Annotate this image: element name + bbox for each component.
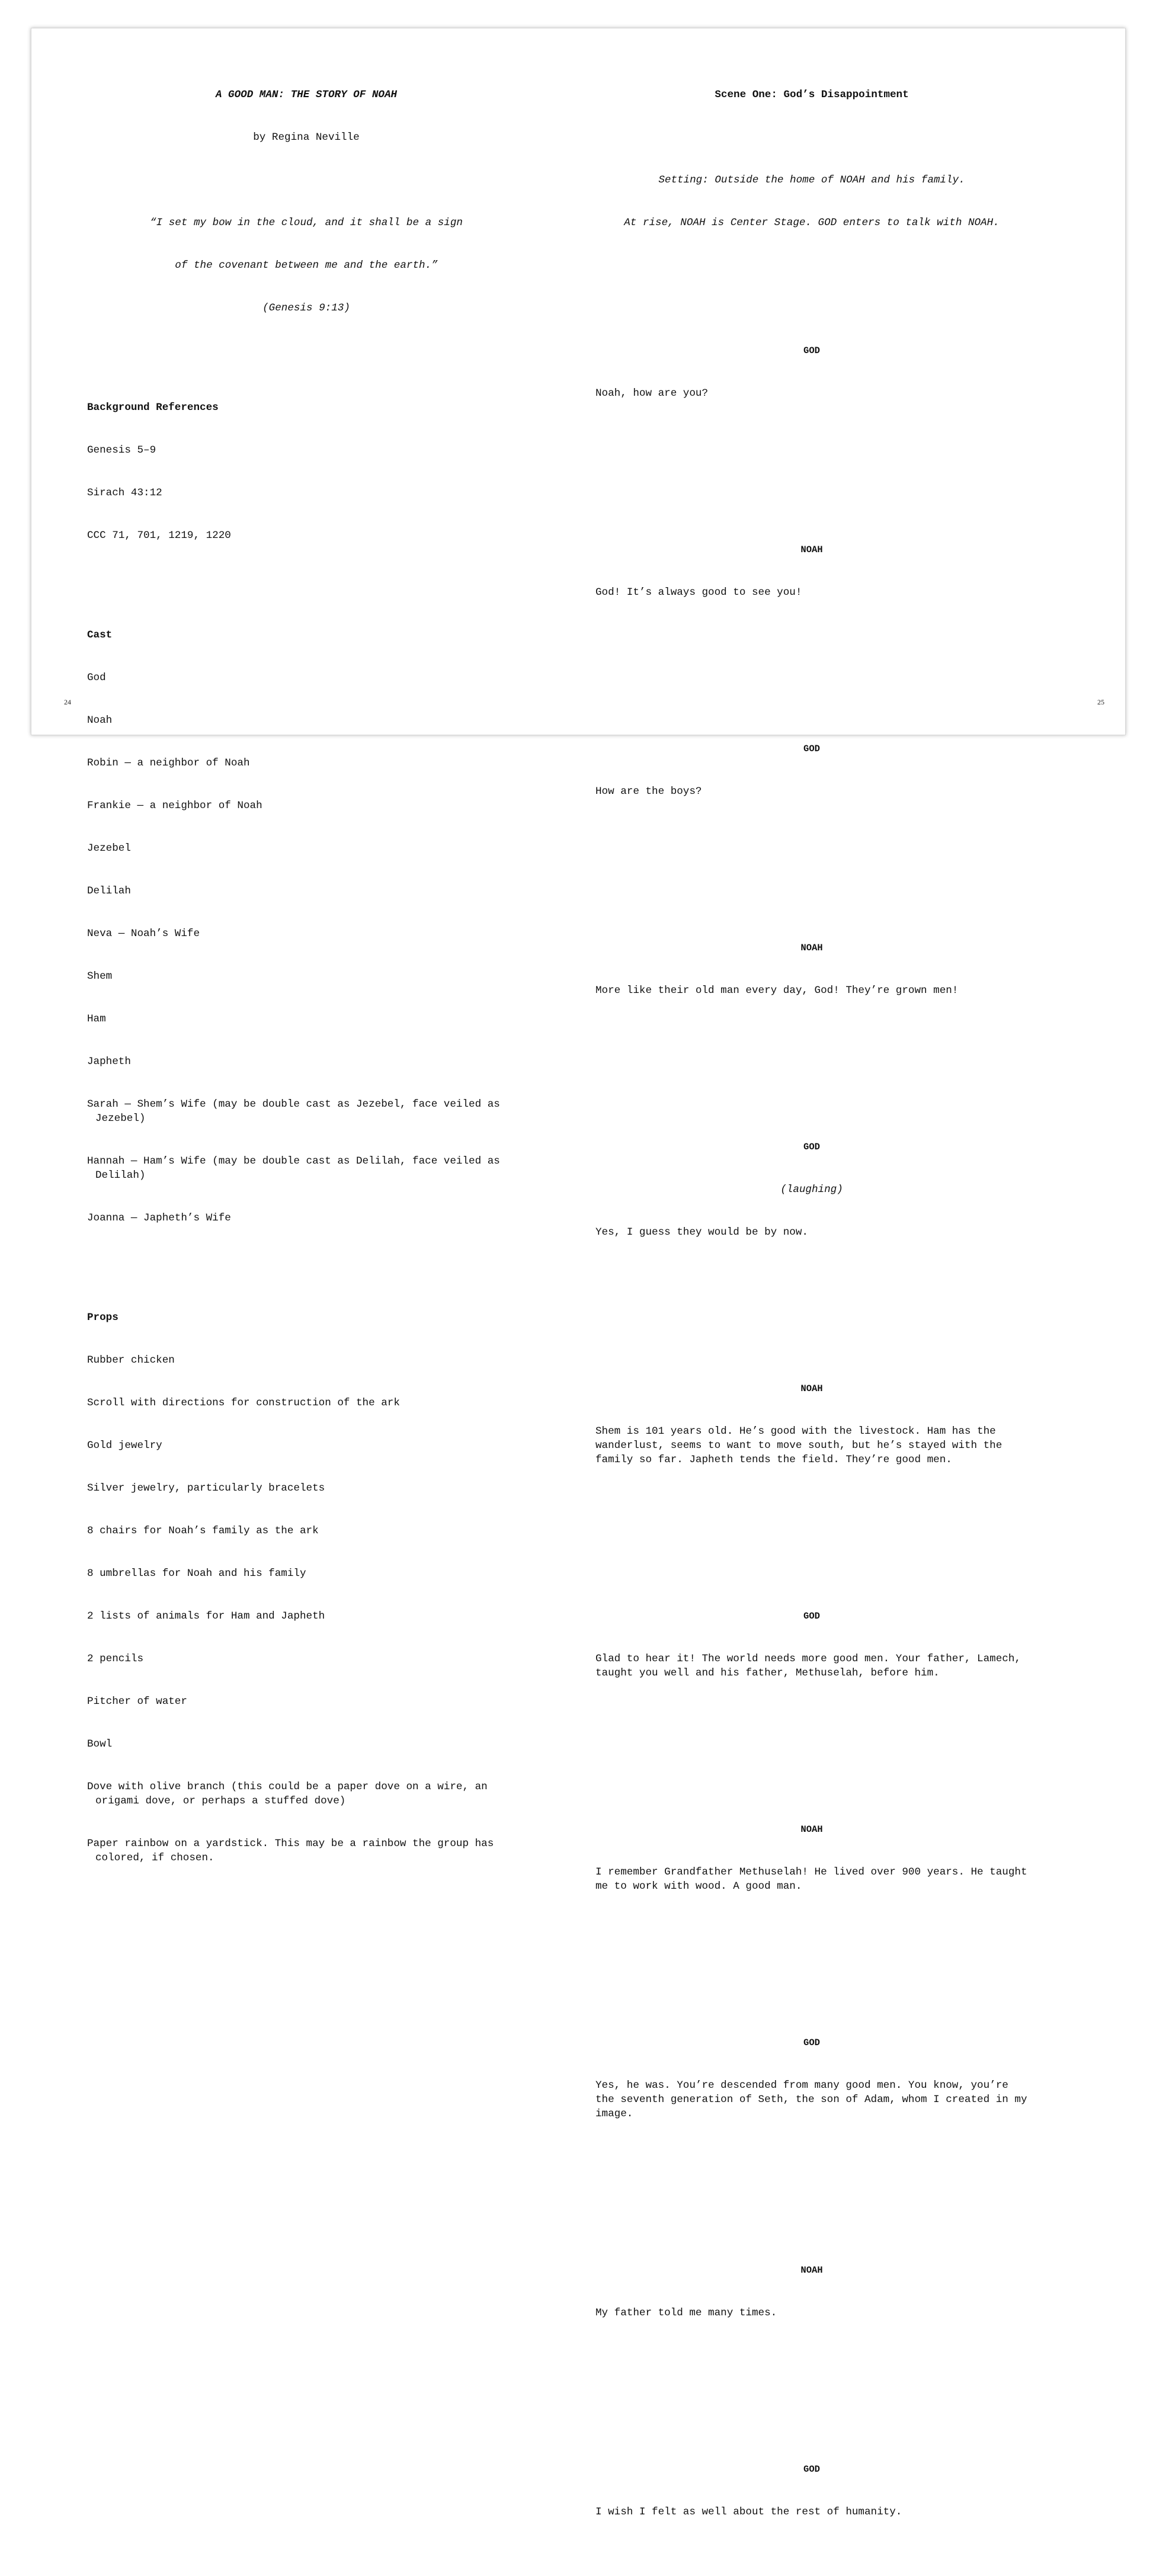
speaker-name: NOAH [800, 1383, 823, 1394]
stage-direction: (laughing) [780, 1184, 843, 1196]
dialogue-line: Shem is 101 years old. He’s good with the livestock. Ham has the wanderlust, seems to want to move south, but he’s stayed with the family so far. Japheth tends the field. They’re good men. [595, 1425, 1008, 1466]
setting-line: At rise, NOAH is Center Stage. GOD enters to talk with NOAH. [624, 217, 1000, 229]
epigraph-citation: (Genesis 9:13) [262, 302, 350, 314]
props-item: Paper rainbow on a yardstick. This may be a rainbow the group has colored, if chosen. [87, 1838, 500, 1864]
background-item: Sirach 43:12 [87, 487, 162, 499]
cast-item: Noah [87, 715, 113, 726]
left-page [31, 28, 578, 1864]
dialogue-block [595, 514, 1028, 628]
right-page-text [595, 59, 1034, 2576]
dialogue-line: God! It’s always good to see you! [595, 587, 802, 598]
cast-item: Ham [87, 1013, 106, 1025]
book-spread [31, 28, 1126, 2518]
setting-line: Setting: Outside the home of NOAH and his family. [658, 174, 965, 186]
cast-item: Jezebel [87, 842, 131, 854]
background-item: Genesis 5–9 [87, 444, 156, 456]
dialogue-line: I remember Grandfather Methuselah! He lived over 900 years. He taught me to work with wood. A good man. [595, 1866, 1034, 1892]
cast-item: Sarah — Shem’s Wife (may be double cast as Jezebel, face veiled as Jezebel) [87, 1098, 507, 1124]
cast-item: Japheth [87, 1056, 131, 1068]
dialogue-block [595, 1111, 1028, 1268]
cast-item: Joanna — Japheth’s Wife [87, 1212, 231, 1224]
dialogue-block [595, 713, 1028, 827]
speaker-name: NOAH [800, 544, 823, 555]
props-item: Silver jewelry, particularly bracelets [87, 1482, 325, 1494]
epigraph-line: of the covenant between me and the earth.” [175, 259, 438, 271]
props-item: 8 umbrellas for Noah and his family [87, 1568, 306, 1579]
speaker-name: NOAH [800, 943, 823, 953]
props-heading: Props [87, 1312, 118, 1324]
props-item: Rubber chicken [87, 1354, 175, 1366]
cast-item: Neva — Noah’s Wife [87, 928, 200, 940]
props-item: Gold jewelry [87, 1440, 162, 1452]
dialogue-line: My father told me many times. [595, 2307, 777, 2319]
dialogue-block [595, 912, 1028, 1026]
dialogue-line: I wish I felt as well about the rest of humanity. [595, 2506, 902, 2518]
dialogue-line: Yes, he was. You’re descended from many good men. You know, you’re the seventh generation of Seth, the son of Adam, whom I created in my image. [595, 2080, 1034, 2120]
dialogue-block [595, 2434, 1028, 2548]
props-item: 2 pencils [87, 1653, 144, 1665]
dialogue-line: Yes, I guess they would be by now. [595, 1226, 808, 1238]
speaker-name: GOD [803, 1142, 820, 1152]
props-item: Pitcher of water [87, 1696, 187, 1707]
page-number: 25 [1097, 698, 1104, 706]
dialogue-block [595, 315, 1028, 429]
cast-item: Delilah [87, 885, 131, 897]
page-number: 24 [64, 698, 71, 706]
play-title: A GOOD MAN: THE STORY OF NOAH [215, 89, 398, 101]
speaker-name: GOD [803, 2037, 820, 2048]
dialogue-line: How are the boys? [595, 786, 702, 797]
props-item: 2 lists of animals for Ham and Japheth [87, 1610, 325, 1622]
dialogue-block [595, 1794, 1034, 1922]
speaker-name: GOD [803, 345, 820, 356]
cast-item: Robin — a neighbor of Noah [87, 757, 250, 769]
cast-item: Hannah — Ham’s Wife (may be double cast as Delilah, face veiled as Delilah) [87, 1155, 507, 1181]
speaker-name: NOAH [800, 2265, 823, 2276]
speaker-name: GOD [803, 744, 820, 754]
dialogue-line: More like their old man every day, God! They’re grown men! [595, 985, 959, 997]
background-item: CCC 71, 701, 1219, 1220 [87, 530, 231, 542]
cast-heading: Cast [87, 629, 113, 641]
scene-title: Scene One: God’s Disappointment [715, 89, 909, 101]
props-item: Scroll with directions for construction of the ark [87, 1397, 400, 1409]
byline: by Regina Neville [253, 132, 360, 143]
epigraph-line: “I set my bow in the cloud, and it shall be a sign [150, 217, 463, 229]
cast-item: God [87, 672, 106, 684]
dialogue-line: Noah, how are you? [595, 387, 709, 399]
props-item: Dove with olive branch (this could be a paper dove on a wire, an origami dove, or perhaps a stuffed dove) [87, 1781, 494, 1807]
speaker-name: GOD [803, 2464, 820, 2475]
cast-item: Frankie — a neighbor of Noah [87, 800, 262, 812]
speaker-name: NOAH [800, 1824, 823, 1835]
dialogue-block [595, 2235, 1028, 2348]
speaker-name: GOD [803, 1611, 820, 1622]
right-page [578, 28, 1125, 2518]
props-item: Bowl [87, 1738, 113, 1750]
dialogue-line: Glad to hear it! The world needs more good men. Your father, Lamech, taught you well and his father, Methuselah, before him. [595, 1653, 1027, 1679]
cast-item: Shem [87, 970, 113, 982]
background-heading: Background References [87, 402, 219, 414]
left-page-text [87, 59, 526, 1893]
dialogue-block [595, 2007, 1034, 2149]
dialogue-block [595, 1581, 1028, 1709]
props-item: 8 chairs for Noah’s family as the ark [87, 1525, 319, 1537]
dialogue-block [595, 1353, 1028, 1495]
